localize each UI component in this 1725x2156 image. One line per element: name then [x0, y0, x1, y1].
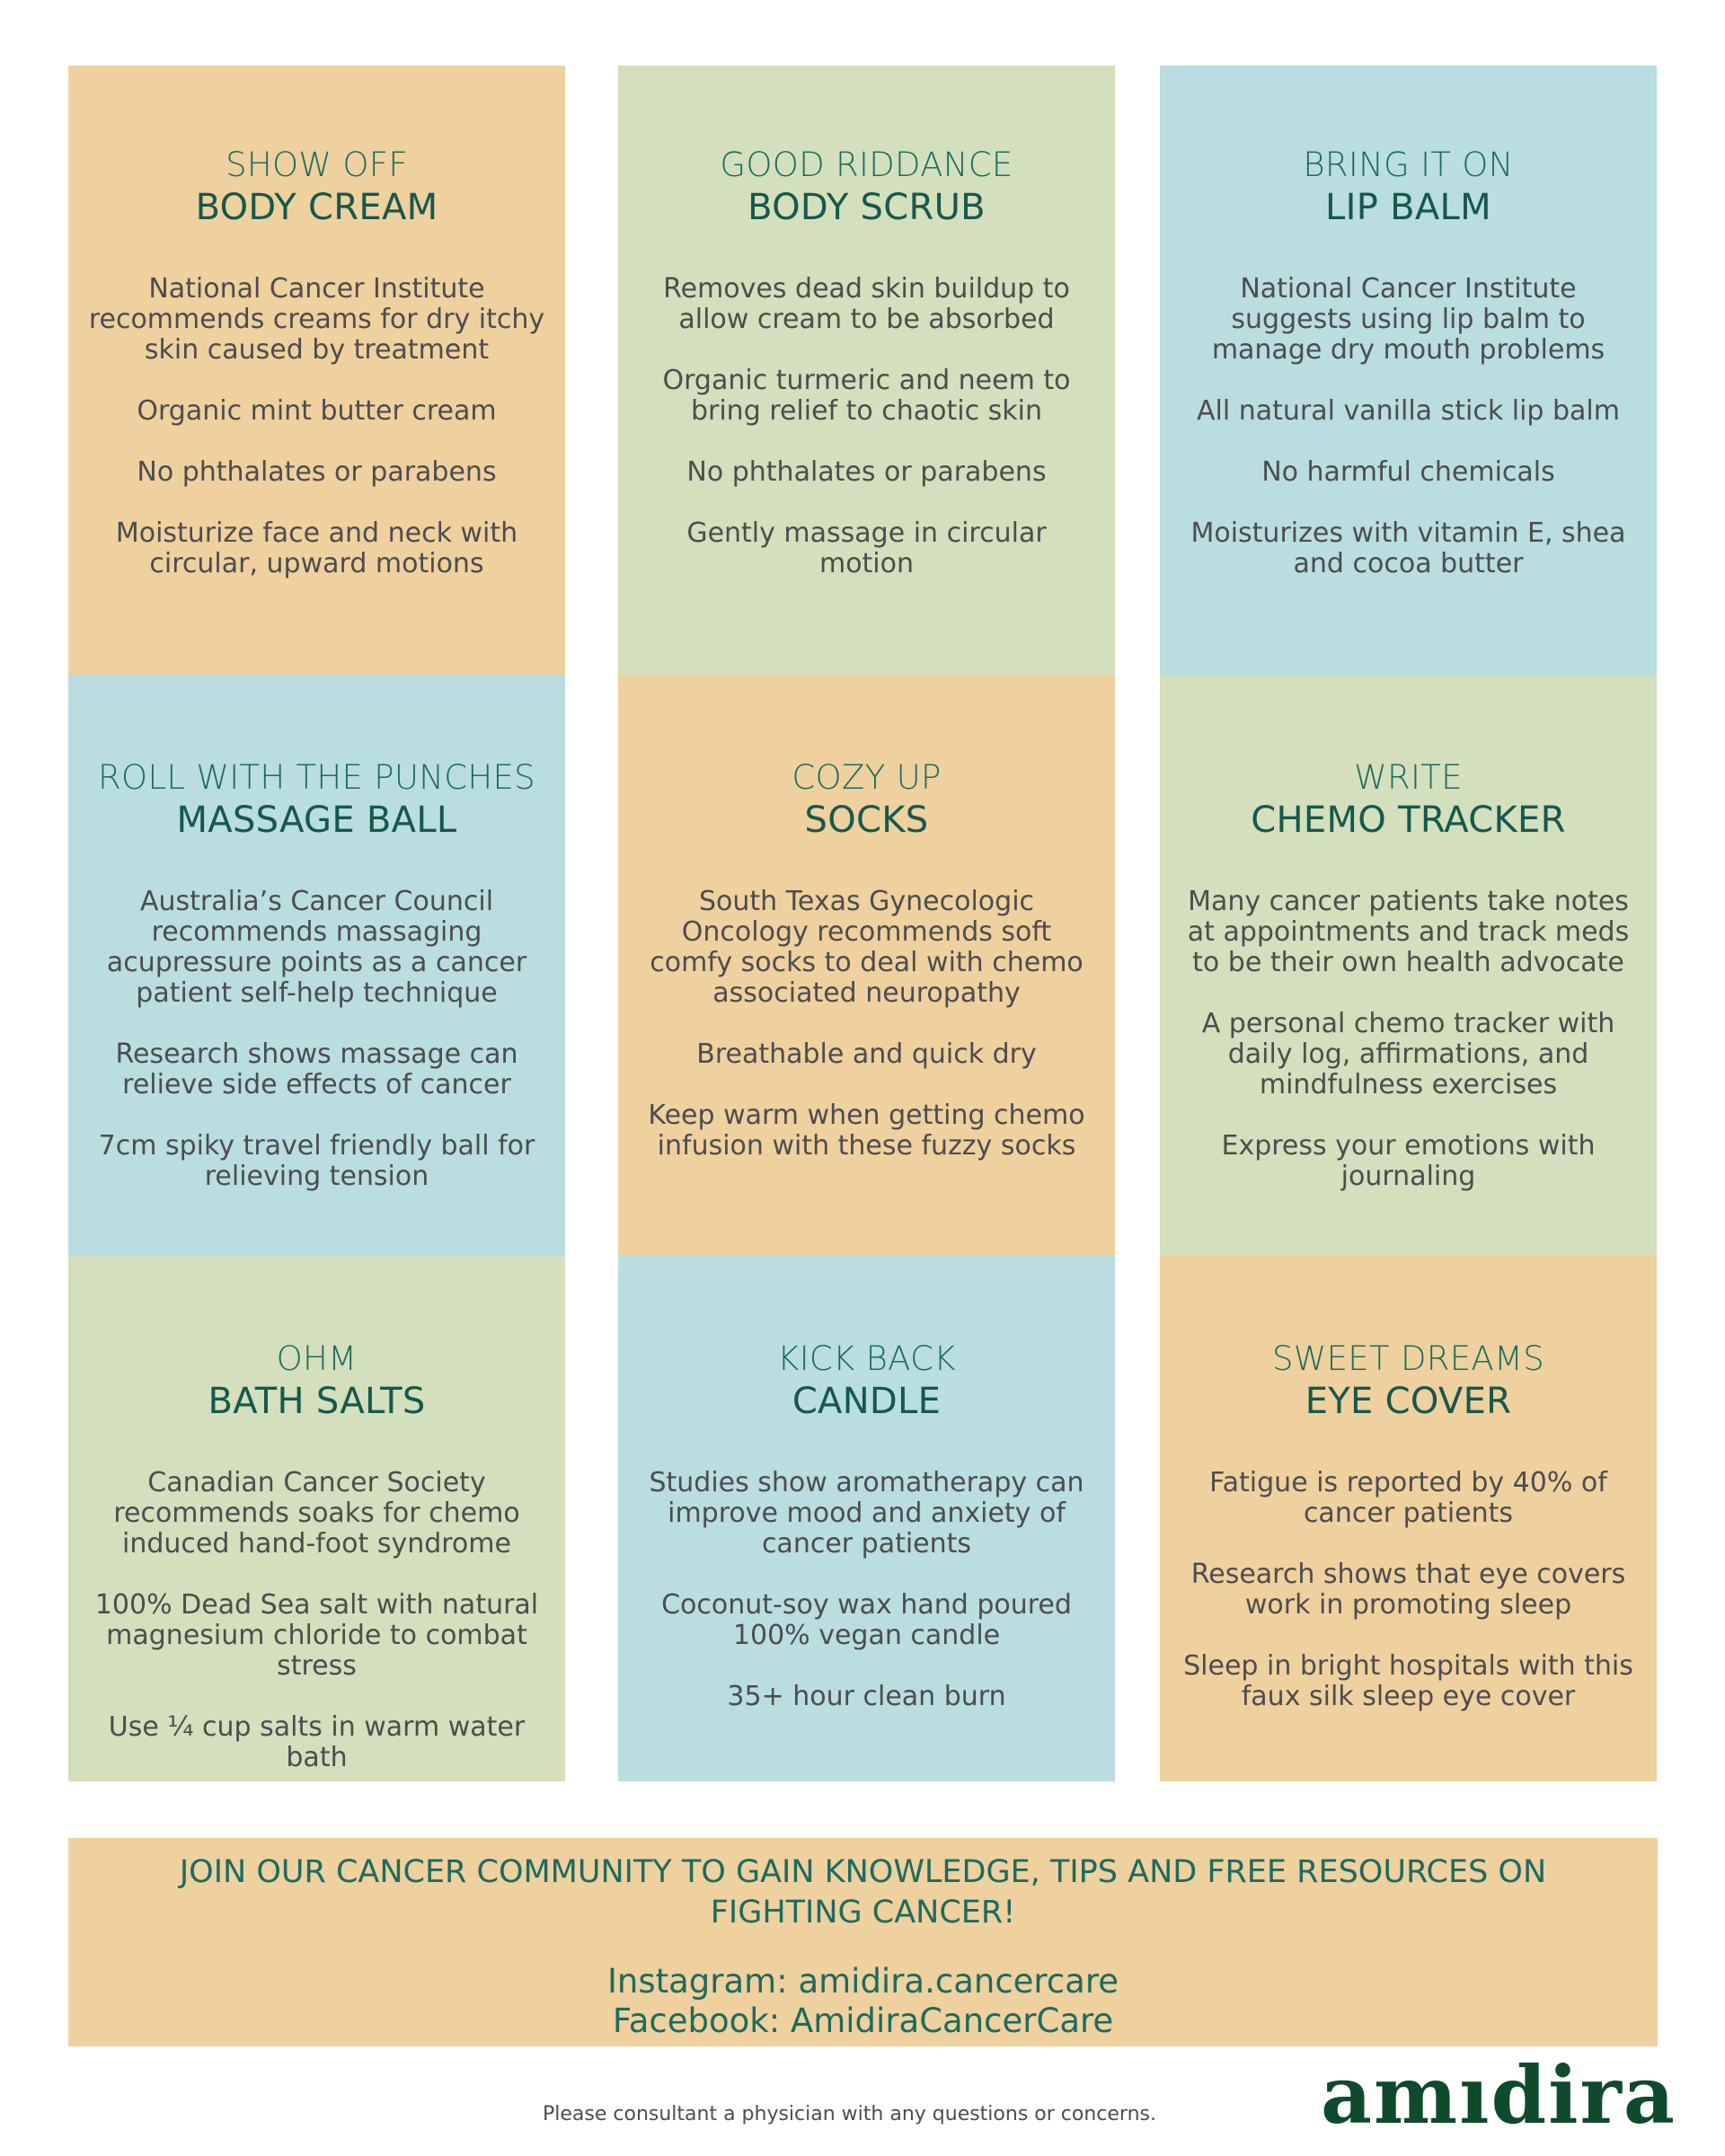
card-point: Canadian Cancer Society recommends soaks for chemo induced hand-foot syndrome: [113, 1467, 520, 1560]
card-kicker: WRITE: [1354, 758, 1463, 797]
card-point: Removes dead skin buildup to allow cream to be absorbed: [663, 273, 1070, 335]
card-product-name: LIP BALM: [1325, 187, 1491, 228]
card-point: Fatigue is reported by 40% of cancer patients: [1209, 1467, 1607, 1529]
card-body-scrub: [618, 66, 1115, 675]
card-point: Coconut-soy wax hand poured 100% vegan candle: [661, 1589, 1072, 1651]
card-kicker: SWEET DREAMS: [1271, 1339, 1545, 1378]
card-kicker: COZY UP: [792, 758, 942, 797]
card-product-name: BODY SCRUB: [748, 187, 986, 228]
card-point: No harmful chemicals: [1261, 456, 1555, 488]
card-point: National Cancer Institute recommends creams for dry itchy skin caused by treatment: [88, 273, 545, 366]
card-points: [638, 274, 1095, 579]
card-kicker: OHM: [276, 1339, 358, 1378]
card-point: Research shows massage can relieve side effects of cancer: [115, 1038, 518, 1100]
card-point: 35+ hour clean burn: [727, 1681, 1006, 1712]
card-point: 7cm spiky travel friendly ball for relieving tension: [98, 1130, 535, 1192]
card-product-name: BATH SALTS: [208, 1381, 426, 1422]
amidira-logo: amıdira: [1321, 2048, 1676, 2142]
card-point: Keep warm when getting chemo infusion with these fuzzy socks: [648, 1100, 1085, 1162]
card-point: Many cancer patients take notes at appointments and track meds to be their own health advocate: [1187, 886, 1630, 978]
card-product-name: BODY CREAM: [195, 187, 438, 228]
card-point: Studies show aromatherapy can improve mood and anxiety of cancer patients: [649, 1467, 1084, 1560]
card-points: [1180, 274, 1637, 579]
card-point: A personal chemo tracker with daily log, affirmations, and mindfulness exercises: [1201, 1008, 1615, 1100]
card-point: Organic mint butter cream: [137, 395, 497, 427]
card-body-cream: [68, 66, 565, 675]
card-point: Moisturize face and neck with circular, upward motions: [115, 517, 518, 579]
card-chemo-tracker: [1160, 675, 1657, 1256]
card-kicker: GOOD RIDDANCE: [720, 146, 1013, 184]
card-point: Research shows that eye covers work in promoting sleep: [1190, 1559, 1626, 1621]
card-massage-ball: [68, 675, 565, 1256]
card-kicker: BRING IT ON: [1303, 146, 1514, 184]
card-points: [88, 1468, 545, 1773]
card-point: Breathable and quick dry: [696, 1038, 1037, 1070]
card-product-name: EYE COVER: [1305, 1381, 1512, 1422]
card-eye-cover: [1160, 1256, 1657, 1781]
card-point: South Texas Gynecologic Oncology recommends soft comfy socks to deal with chemo associated neuropathy: [650, 886, 1084, 1009]
physician-disclaimer: Please consultant a physician with any questions or concerns.: [543, 2103, 1156, 2125]
community-banner: [68, 1838, 1658, 2046]
card-lip-balm: [1160, 66, 1657, 675]
card-point: Australia’s Cancer Council recommends massaging acupressure points as a cancer patient self-help technique: [106, 886, 527, 1009]
card-points: [1180, 887, 1637, 1192]
card-point: Express your emotions with journaling: [1221, 1130, 1596, 1192]
community-call-to-action: JOIN OUR CANCER COMMUNITY TO GAIN KNOWLEDGE, TIPS AND FREE RESOURCES ON FIGHTING CANCER!: [179, 1854, 1547, 1931]
card-point: Gently massage in circular motion: [686, 517, 1047, 579]
card-socks: [618, 675, 1115, 1256]
card-points: [1180, 1468, 1637, 1712]
card-candle: [618, 1256, 1115, 1781]
card-product-name: CANDLE: [792, 1381, 942, 1422]
card-points: [638, 1468, 1095, 1712]
card-kicker: KICK BACK: [777, 1339, 956, 1378]
card-product-name: SOCKS: [804, 800, 929, 841]
card-point: All natural vanilla stick lip balm: [1197, 395, 1620, 427]
card-points: [88, 274, 545, 579]
card-point: Use ¼ cup salts in warm water bath: [108, 1711, 526, 1773]
card-point: Moisturizes with vitamin E, shea and cocoa butter: [1190, 517, 1626, 579]
card-points: [638, 887, 1095, 1162]
facebook-handle: Facebook: AmidiraCancerCare: [612, 2001, 1114, 2040]
card-point: No phthalates or parabens: [686, 456, 1047, 488]
card-kicker: ROLL WITH THE PUNCHES: [98, 758, 535, 797]
card-point: Organic turmeric and neem to bring relief to chaotic skin: [662, 365, 1071, 427]
card-point: 100% Dead Sea salt with natural magnesium chloride to combat stress: [94, 1589, 539, 1682]
instagram-handle: Instagram: amidira.cancercare: [606, 1962, 1119, 2001]
card-point: Sleep in bright hospitals with this faux silk sleep eye cover: [1183, 1650, 1633, 1712]
card-product-name: MASSAGE BALL: [176, 800, 457, 841]
card-points: [88, 887, 545, 1192]
card-point: No phthalates or parabens: [137, 456, 497, 488]
card-kicker: SHOW OFF: [226, 146, 408, 184]
product-grid: [68, 66, 1658, 1781]
card-point: National Cancer Institute suggests using lip balm to manage dry mouth problems: [1211, 273, 1606, 366]
card-product-name: CHEMO TRACKER: [1251, 800, 1566, 841]
card-bath-salts: [68, 1256, 565, 1781]
